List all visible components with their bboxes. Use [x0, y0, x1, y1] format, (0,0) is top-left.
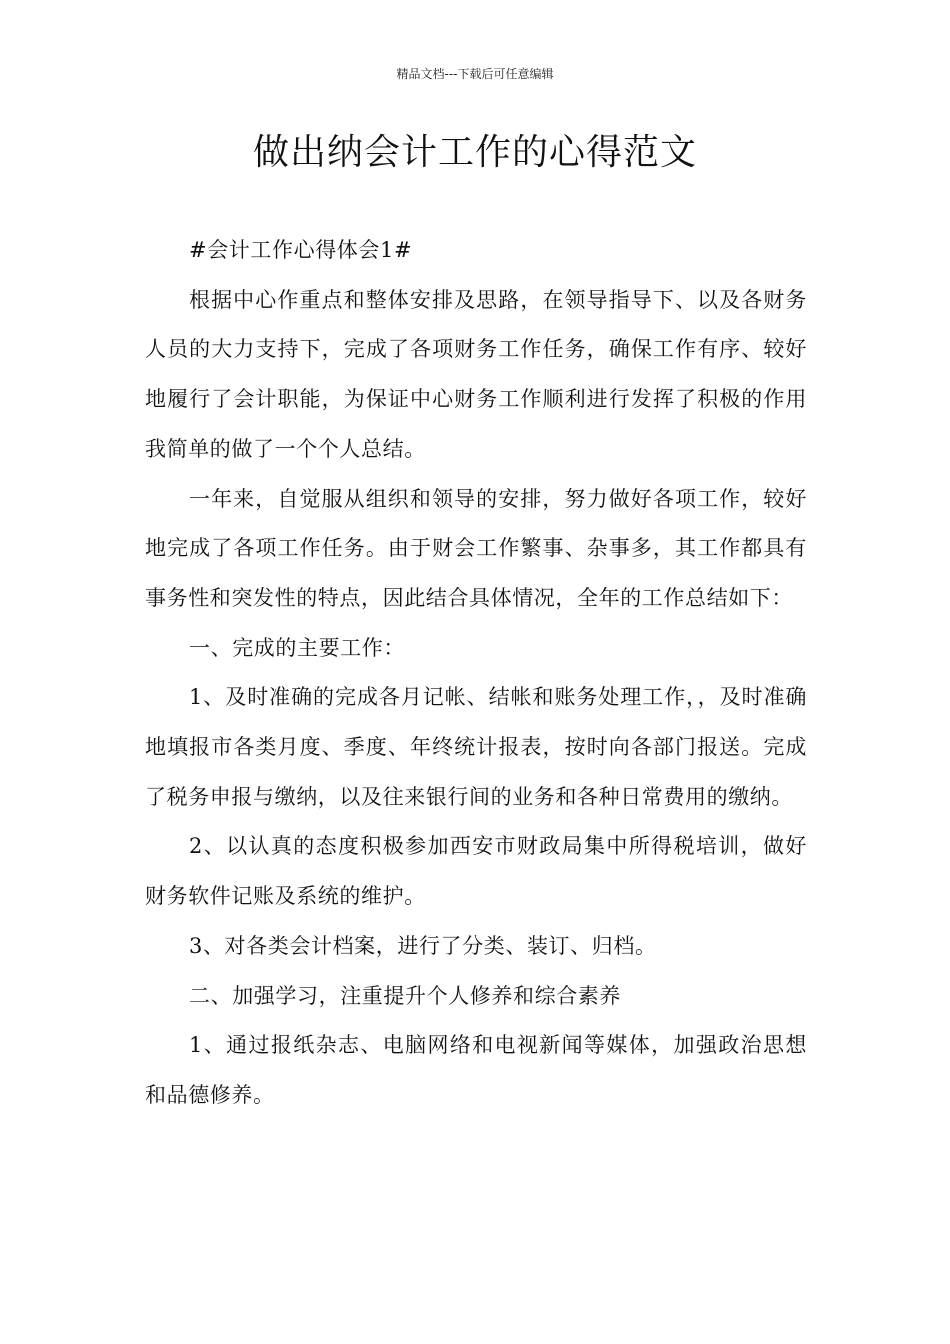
document-title: 做出纳会计工作的心得范文: [252, 132, 697, 173]
list-item-study-1: 1、通过报纸杂志、电脑网络和电视新闻等媒体，加强政治思想和品德修养。: [145, 1033, 807, 1107]
header-note: 精品文档---下载后可任意编辑: [396, 67, 554, 81]
paragraph-intro: 根据中心作重点和整体安排及思路，在领导指导下、以及各财务人员的大力支持下，完成了各项财务工作任务，确保工作有序、较好地履行了会计职能，为保证中心财务工作顺利进行发挥了积极的作用我简单的做了一个个人总结。: [145, 287, 807, 461]
list-item-2: 2、以认真的态度积极参加西安市财政局集中所得税培训，做好财务软件记账及系统的维护。: [145, 834, 807, 909]
document-body: [145, 226, 807, 1121]
section-heading-study: 二、加强学习，注重提升个人修养和综合素养: [189, 983, 621, 1008]
paragraph-year-summary: 一年来，自觉服从组织和领导的安排，努力做好各项工作，较好地完成了各项工作任务。由于财会工作繁事、杂事多，其工作都具有事务性和突发性的特点，因此结合具体情况，全年的工作总结如下：: [145, 486, 807, 610]
list-item-1: 1、及时准确的完成各月记帐、结帐和账务处理工作，，及时准确地填报市各类月度、季度、年终统计报表，按时向各部门报送。完成了税务申报与缴纳，以及往来银行间的业务和各种日常费用的缴纳。: [145, 685, 807, 809]
section-heading-main-work: 一、完成的主要工作：: [189, 635, 405, 660]
list-item-3: 3、对各类会计档案，进行了分类、装订、归档。: [189, 933, 657, 958]
section-heading-experience-1: #会计工作心得体会1#: [189, 238, 413, 262]
